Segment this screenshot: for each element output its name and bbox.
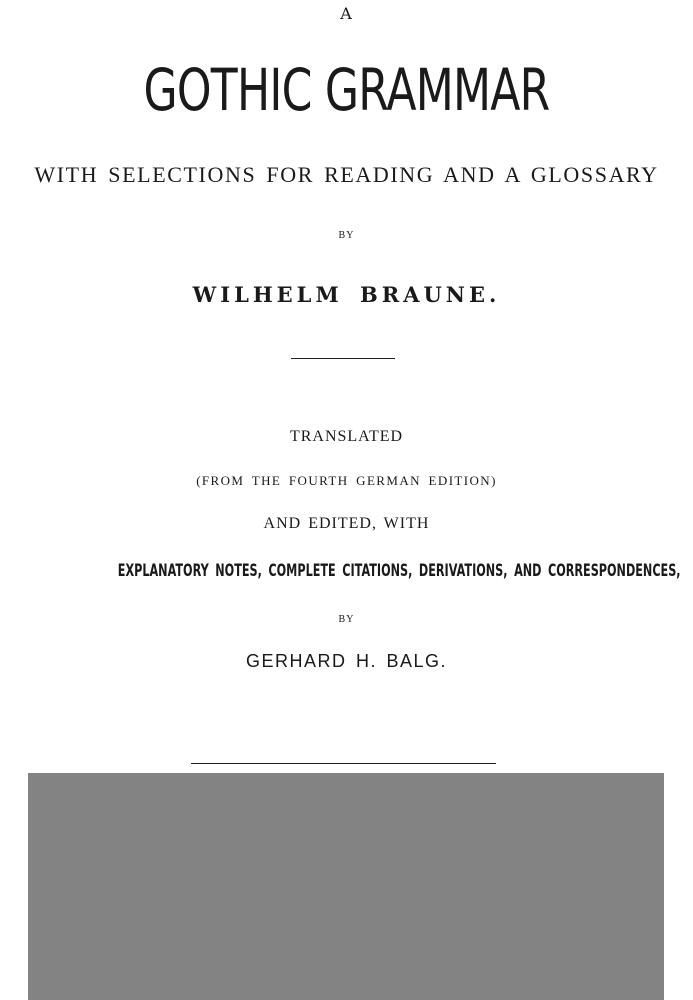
divider-rule <box>291 358 395 359</box>
author-name: WILHELM BRAUNE. <box>192 282 501 307</box>
translator-name: GERHARD H. BALG. <box>245 651 448 671</box>
by-label-translator: BY <box>338 614 355 625</box>
bottom-divider-rule <box>191 763 496 764</box>
edition-note: (FROM THE FOURTH GERMAN EDITION) <box>196 473 497 488</box>
book-subtitle: WITH SELECTIONS FOR READING AND A GLOSSARY <box>34 162 659 187</box>
edited-label: AND EDITED, WITH <box>263 515 430 532</box>
redacted-gray-area <box>28 773 664 1000</box>
translated-label: TRANSLATED <box>289 428 404 445</box>
by-label: BY <box>338 230 355 241</box>
book-title: GOTHIC GRAMMAR <box>143 56 550 124</box>
explanatory-line: EXPLANATORY NOTES, COMPLETE CITATIONS, DERIVATIONS, AND CORRESPONDENCES, <box>117 561 681 581</box>
title-article: A <box>340 4 353 23</box>
